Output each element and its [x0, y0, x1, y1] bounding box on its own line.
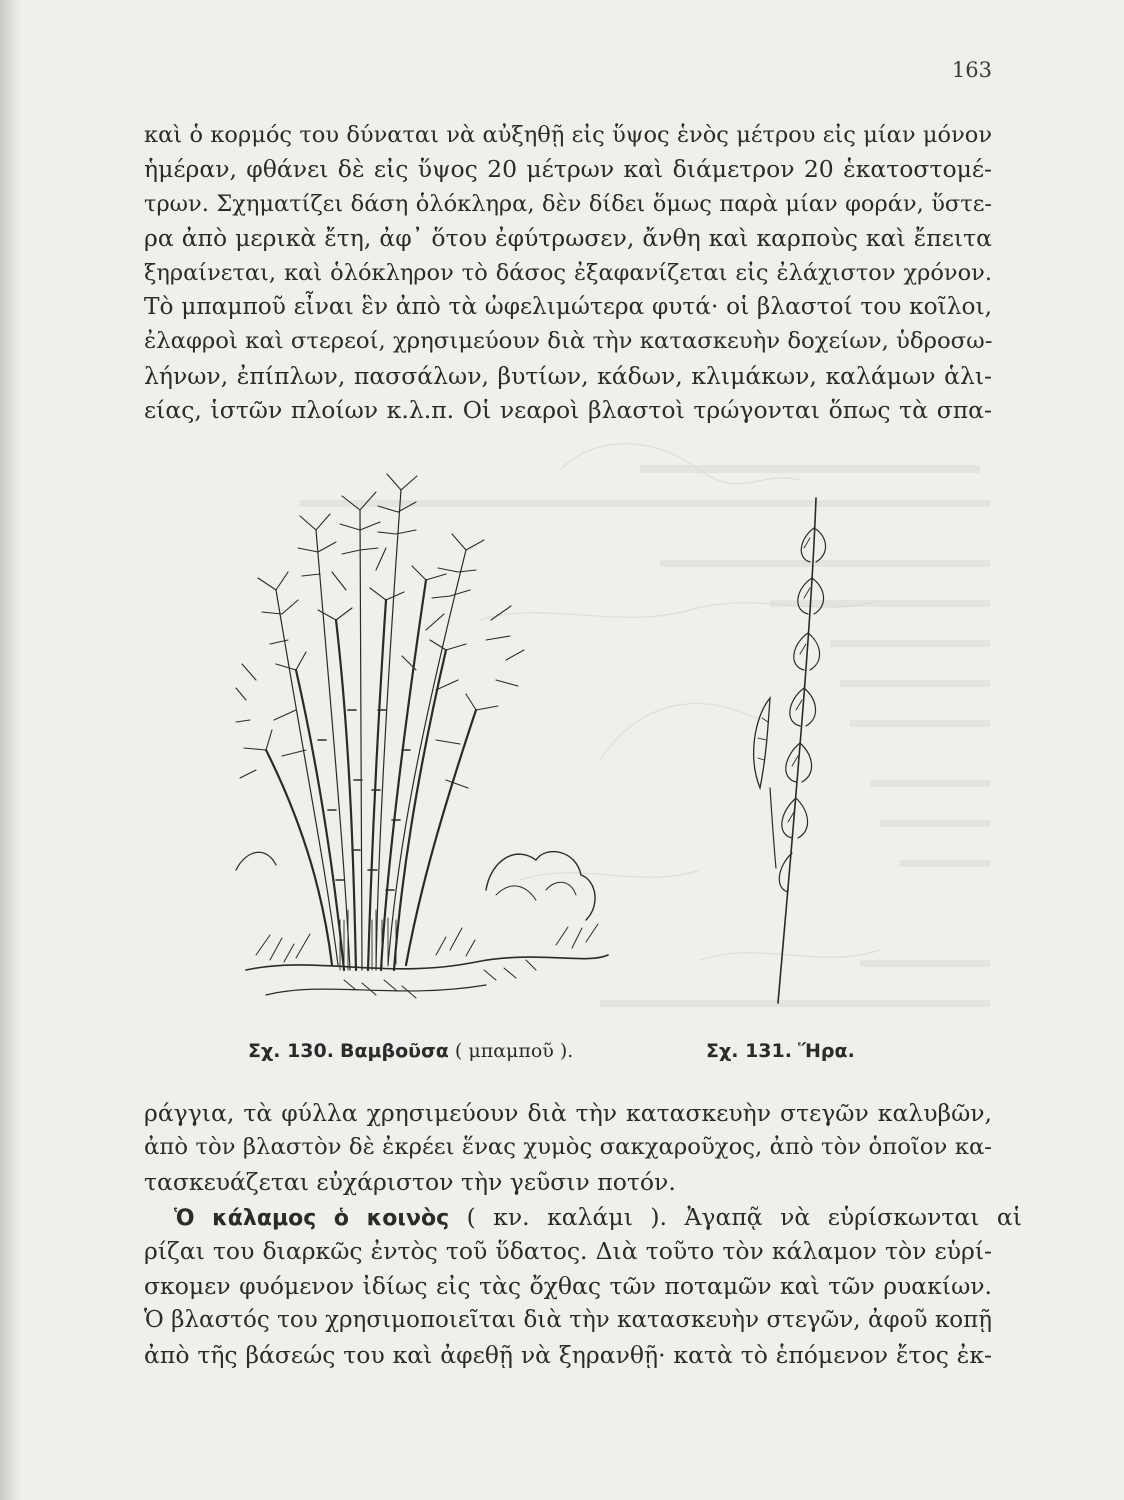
reed-heading: Ὁ κάλαμος ὁ κοινὸς [174, 1206, 450, 1231]
text-line: καὶ ὁ κορμός του δύναται νὰ αὐξηθῇ εἰς ὕψος ἑνὸς μέτρου εἰς μίαν μόνον [144, 122, 992, 148]
text-line: τασκευάζεται εὐχάριστον τὴν γεῦσιν ποτόν. [144, 1167, 676, 1196]
lolium-spike-illustration [730, 488, 840, 1008]
text-line: λήνων, ἐπίπλων, πασσάλων, βυτίων, κάδων, κλιμάκων, καλάμων ἁλι- [144, 361, 992, 390]
text-line: σκομεν φυόμενον ἰδίως εἰς τὰς ὄχθας τῶν ποταμῶν καὶ τῶν ρυακίων. [144, 1271, 992, 1300]
text-line: ἀπὸ τῆς βάσεώς του καὶ ἀφεθῇ νὰ ξηρανθῇ· κατὰ τὸ ἑπόμενον ἔτος ἐκ- [144, 1340, 992, 1369]
reed-heading-rest: ( κν. καλάμι ). Ἀγαπᾷ νὰ εὑρίσκωνται αἱ [466, 1203, 1022, 1231]
text-line: Ὁ βλαστός του χρησιμοποιεῖται διὰ τὴν κατασκευὴν στεγῶν, ἀφοῦ κοπῇ [144, 1307, 992, 1334]
figure-130-caption [248, 1040, 573, 1062]
text-line: τρων. Σχηματίζει δάση ὁλόκληρα, δὲν δίδει ὅμως παρὰ μίαν φοράν, ὕστε- [144, 190, 992, 217]
text-line: ράγγια, τὰ φύλλα χρησιμεύουν διὰ τὴν κατασκευὴν στεγῶν καλυβῶν, [144, 1099, 992, 1127]
text-line: ρίζαι του διαρκῶς ἐντὸς τοῦ ὕδατος. Διὰ τοῦτο τὸν κάλαμον τὸν εὑρί- [144, 1237, 992, 1266]
text-line: ἐλαφροὶ καὶ στερεοί, χρησιμεύουν διὰ τὴν κατασκευὴν δοχείων, ὑδροσω- [144, 328, 993, 355]
paragraph-reed [144, 1200, 1022, 1372]
page-number: 163 [951, 58, 992, 82]
figure-130-title: Βαμβοῦσα [340, 1040, 449, 1062]
figure-131-number: Σχ. 131. [706, 1040, 792, 1062]
text-line: είας, ἱστῶν πλοίων κ.λ.π. Οἱ νεαροὶ βλαστοὶ τρώγονται ὅπως τὰ σπα- [144, 396, 992, 425]
bamboo-illustration [236, 450, 616, 1020]
text-line: ξηραίνεται, καὶ ὁλόκληρον τὸ δάσος ἐξαφανίζεται εἰς ἐλάχιστον χρόνον. [144, 259, 992, 286]
text-line: ἡμέραν, φθάνει δὲ εἰς ὕψος 20 μέτρων καὶ διάμετρον 20 ἑκατοστομέ- [144, 155, 992, 184]
figure-130-note: ( μπαμποῦ ). [454, 1040, 574, 1062]
paragraph-bamboo-continued [144, 1096, 992, 1199]
book-spine-shadow [0, 0, 22, 1500]
figure-131-title: Ἥρα. [798, 1040, 855, 1062]
text-line: Τὸ μπαμποῦ εἶναι ἓν ἀπὸ τὰ ὠφελιμώτερα φυτά· οἱ βλαστοί του κοῖλοι, [144, 292, 992, 320]
figure-131-caption [706, 1040, 855, 1062]
text-line: ἀπὸ τὸν βλαστὸν δὲ ἐκρέει ἕνας χυμὸς σακχαροῦχος, ἀπὸ τὸν ὁποῖον κα- [144, 1134, 992, 1161]
text-line: ρα ἀπὸ μερικὰ ἔτη, ἀφ᾽ ὅτου ἐφύτρωσεν, ἄνθη καὶ καρποὺς καὶ ἔπειτα [144, 224, 992, 253]
paragraph-bamboo [144, 118, 992, 428]
text-line-heading [144, 1200, 1022, 1234]
figure-130-number: Σχ. 130. [248, 1040, 334, 1062]
